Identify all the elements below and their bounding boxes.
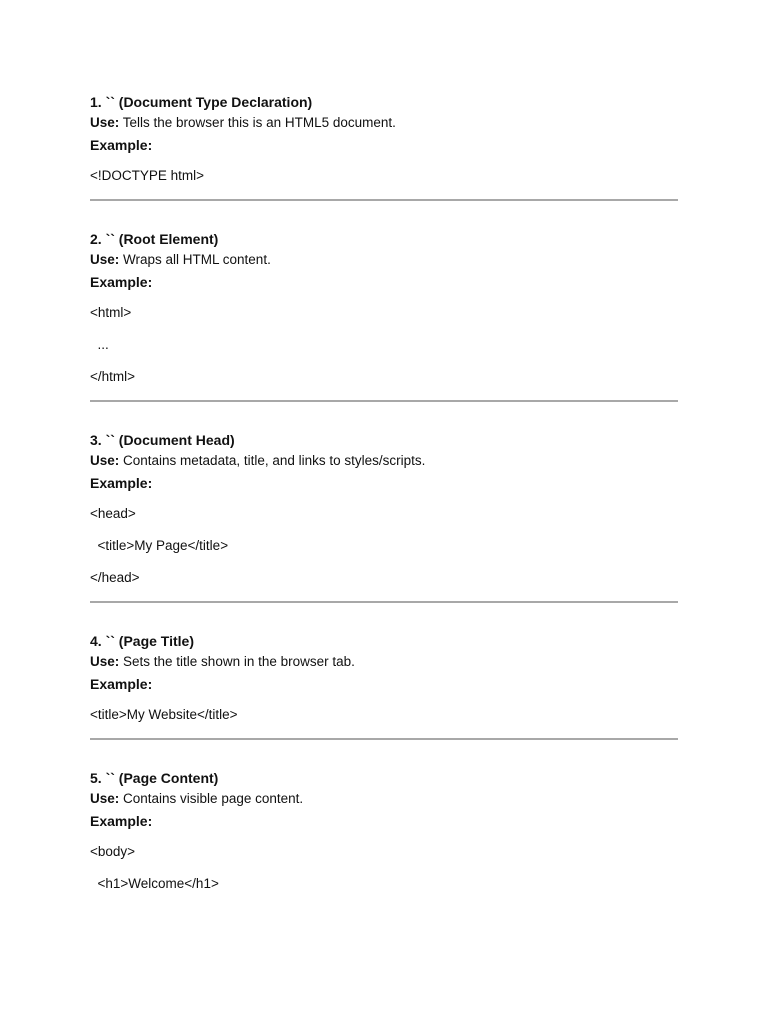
use-line [90, 249, 678, 271]
example-label: Example: [90, 676, 153, 692]
use-label: Use: [90, 791, 120, 806]
section-heading: 3. `` (Document Head) [90, 432, 235, 448]
use-text: Contains visible page content. [119, 791, 304, 806]
example-label: Example: [90, 475, 153, 491]
example-label: Example: [90, 137, 153, 153]
use-label: Use: [90, 115, 120, 130]
document-page [90, 92, 678, 894]
use-label: Use: [90, 252, 120, 267]
use-label: Use: [90, 654, 120, 669]
section-document-head [90, 430, 678, 603]
use-text: Contains metadata, title, and links to styles/scripts. [119, 453, 426, 468]
section-divider [90, 199, 678, 201]
code-line: <title>My Page</title> [90, 538, 229, 553]
section-divider [90, 738, 678, 740]
section-divider [90, 601, 678, 603]
use-text: Sets the title shown in the browser tab. [119, 654, 355, 669]
use-line [90, 651, 678, 673]
use-line [90, 788, 678, 810]
use-label: Use: [90, 453, 120, 468]
use-line [90, 450, 678, 472]
example-label: Example: [90, 274, 153, 290]
section-doctype [90, 92, 678, 201]
example-label: Example: [90, 813, 153, 829]
code-line: ... [90, 337, 109, 352]
code-line: <head> [90, 506, 136, 521]
code-line: <!DOCTYPE html> [90, 168, 205, 183]
use-text: Tells the browser this is an HTML5 document. [119, 115, 396, 130]
section-heading: 4. `` (Page Title) [90, 633, 194, 649]
use-text: Wraps all HTML content. [119, 252, 271, 267]
section-root-element [90, 229, 678, 402]
section-page-content [90, 768, 678, 894]
code-line: <title>My Website</title> [90, 707, 238, 722]
use-line [90, 112, 678, 134]
section-heading: 5. `` (Page Content) [90, 770, 219, 786]
code-line: </head> [90, 570, 140, 585]
code-line: <body> [90, 844, 136, 859]
code-line: <h1>Welcome</h1> [90, 876, 219, 891]
code-line: </html> [90, 369, 136, 384]
section-divider [90, 400, 678, 402]
section-heading: 2. `` (Root Element) [90, 231, 219, 247]
code-line: <html> [90, 305, 132, 320]
section-page-title [90, 631, 678, 740]
section-heading: 1. `` (Document Type Declaration) [90, 94, 313, 110]
